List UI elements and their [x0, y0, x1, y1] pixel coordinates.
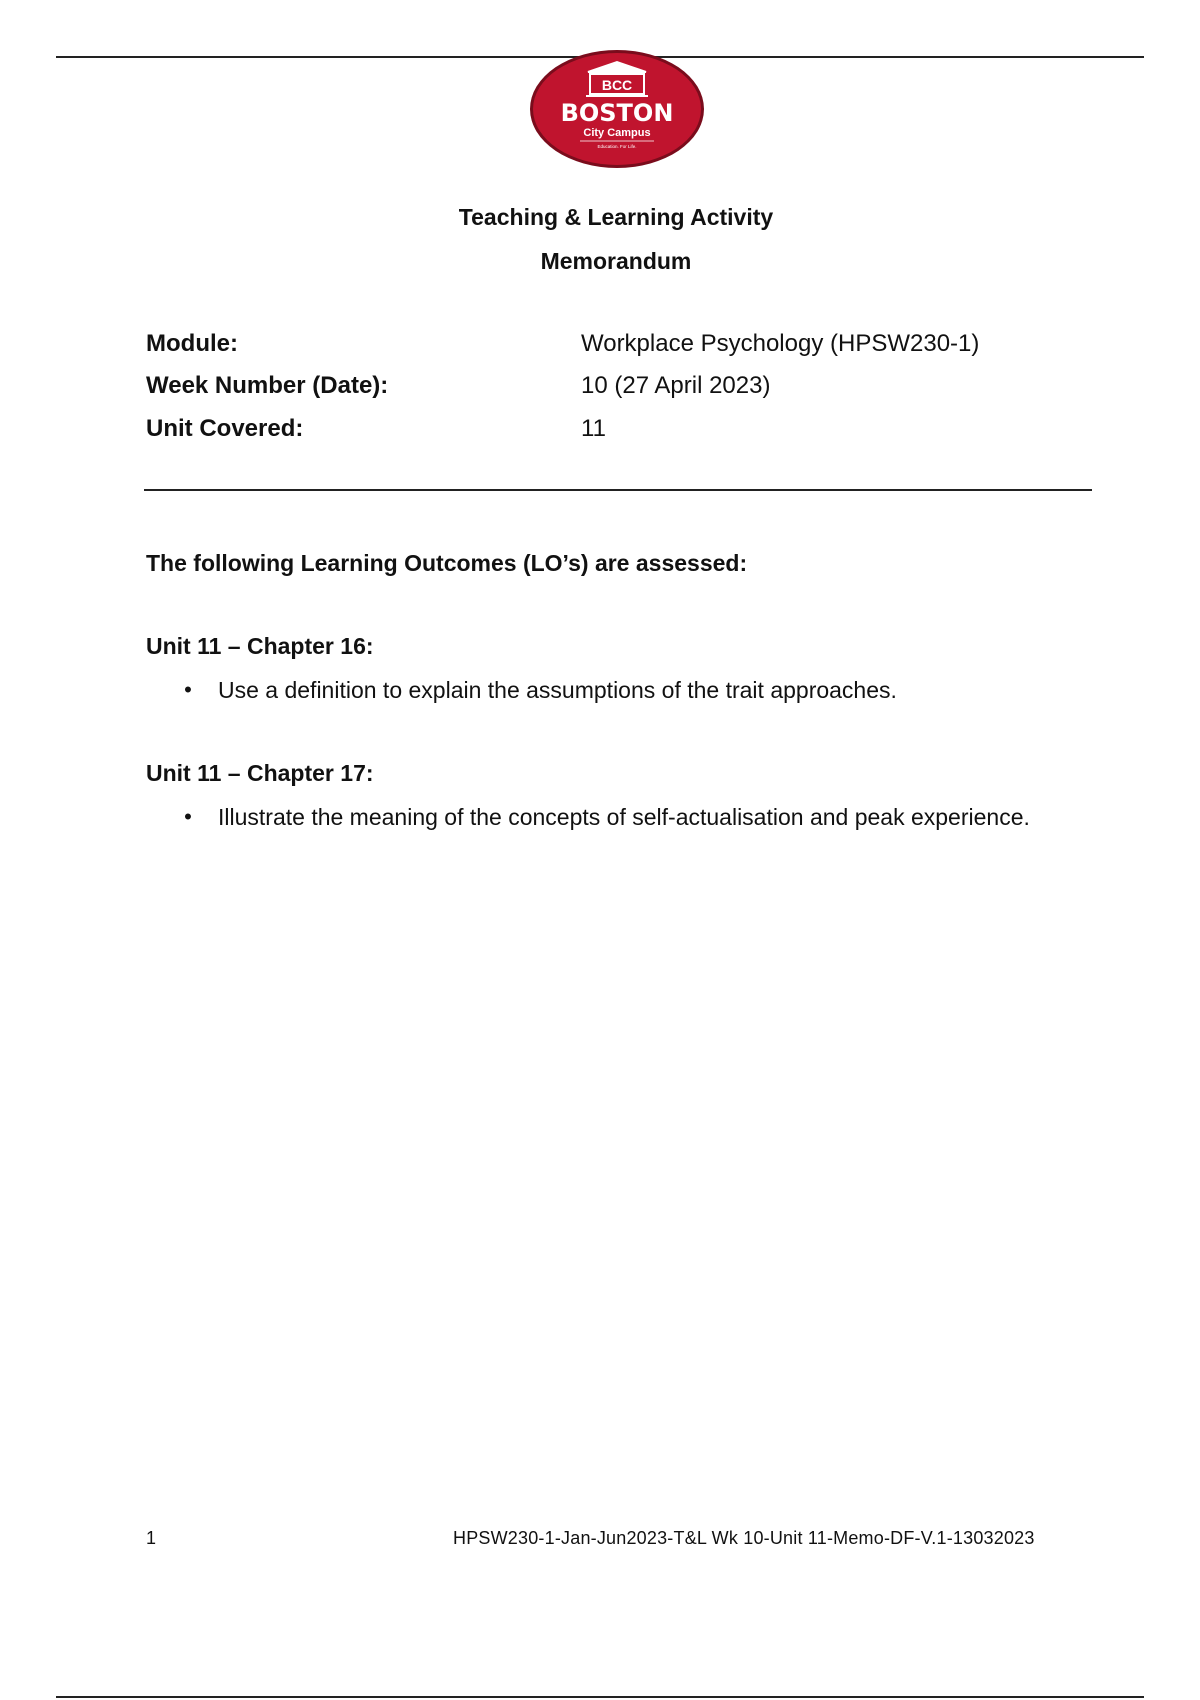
- document-code: HPSW230-1-Jan-Jun2023-T&L Wk 10-Unit 11-Memo-DF-V.1-13032023: [453, 1528, 1035, 1548]
- chapter-17-heading: Unit 11 – Chapter 17:: [146, 760, 374, 786]
- learning-outcomes-heading: The following Learning Outcomes (LO’s) are assessed:: [146, 550, 748, 576]
- logo-subtitle: City Campus: [583, 127, 651, 139]
- section-divider: [144, 489, 1092, 491]
- learning-outcome-item: Use a definition to explain the assumptions of the trait approaches.: [218, 677, 897, 703]
- learning-outcome-item: Illustrate the meaning of the concepts of self-actualisation and peak experience.: [218, 804, 1030, 830]
- module-label: Module:: [146, 330, 238, 357]
- bottom-rule: [56, 1696, 1144, 1698]
- logo-initials: BCC: [601, 77, 633, 93]
- bullet-icon: •: [184, 677, 192, 702]
- page-number: 1: [146, 1528, 157, 1548]
- document-title: Teaching & Learning Activity: [458, 204, 774, 230]
- bullet-icon: •: [184, 804, 192, 829]
- boston-city-campus-logo: [528, 48, 706, 170]
- module-value: Workplace Psychology (HPSW230-1): [581, 330, 980, 357]
- document-subtitle: Memorandum: [540, 248, 692, 274]
- week-number-value: 10 (27 April 2023): [581, 372, 771, 399]
- unit-covered-value: 11: [581, 415, 606, 442]
- chapter-16-heading: Unit 11 – Chapter 16:: [146, 633, 374, 659]
- unit-covered-label: Unit Covered:: [146, 415, 304, 442]
- week-number-label: Week Number (Date):: [146, 372, 389, 399]
- logo-name: BOSTON: [560, 99, 674, 127]
- logo-tagline: Education. For Life.: [597, 144, 637, 149]
